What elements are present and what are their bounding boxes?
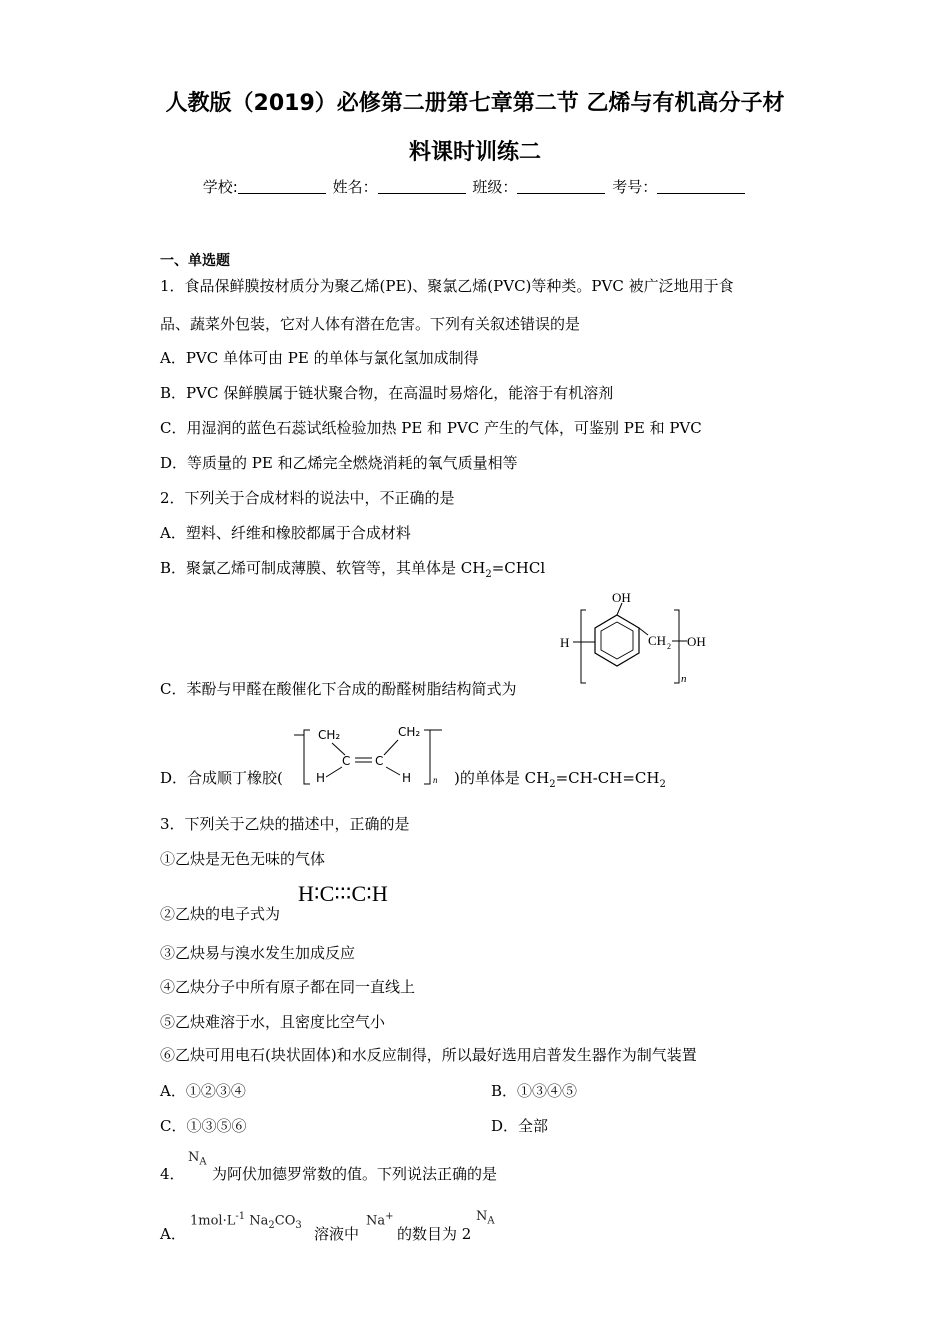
q2-option-c: C．苯酚与甲醛在酸催化下合成的酚醛树脂结构简式为	[160, 680, 517, 698]
school-blank[interactable]	[238, 179, 326, 194]
q4-option-a-na: $N_A$	[476, 1209, 495, 1227]
q2-stem: 2．下列关于合成材料的说法中，不正确的是	[160, 489, 455, 507]
q4-na-symbol: $N_A$	[188, 1150, 207, 1168]
acetylene-electron-formula: H∶C∶∶∶C∶H	[298, 881, 388, 906]
resin-h: H	[560, 635, 570, 650]
class-label: 班级：	[472, 178, 518, 196]
q3-option-c: C．①③⑤⑥	[160, 1117, 247, 1135]
q4-number: 4．	[160, 1165, 185, 1183]
q3-statement-3: ③乙炔易与溴水发生加成反应	[160, 944, 356, 962]
q2-option-d-monomer: )的单体是 $CH_2=CH-CH=CH_2$	[454, 769, 666, 790]
phenolic-resin-structure	[555, 585, 735, 690]
q3-statement-6: ⑥乙炔可用电石(块状固体)和水反应制得，所以最好选用启普发生器作为制气装置	[160, 1046, 697, 1064]
resin-oh-right: OH	[687, 634, 706, 649]
student-info-row	[0, 176, 950, 197]
q1-stem-line1: 1．食品保鲜膜按材质分为聚乙烯(PE)、聚氯乙烯(PVC)等种类。PVC 被广泛地用于食	[160, 277, 734, 295]
rubber-n: n	[433, 775, 438, 785]
q4-option-a-text2: 的数目为 2	[397, 1225, 472, 1243]
q3-option-a: A．①②③④	[160, 1082, 246, 1100]
class-blank[interactable]	[517, 179, 605, 194]
rubber-c1: C	[342, 754, 351, 768]
q4-option-a-ion: Na+	[366, 1211, 394, 1229]
q3-stem: 3．下列关于乙炔的描述中，正确的是	[160, 815, 410, 833]
q4-option-a-label: A．	[160, 1225, 186, 1243]
q3-option-d: D．全部	[491, 1117, 549, 1135]
rubber-ch2-right: CH₂	[398, 725, 421, 739]
document-title-line2: 料课时训练二	[408, 140, 541, 165]
q3-option-b: B．①③④⑤	[491, 1082, 578, 1100]
q1-option-a: A．PVC 单体可由 PE 的单体与氯化氢加成制得	[160, 349, 479, 367]
name-blank[interactable]	[378, 179, 466, 194]
q3-statement-5: ⑤乙炔难溶于水，且密度比空气小	[160, 1013, 386, 1031]
q2-option-b: B．聚氯乙烯可制成薄膜、软管等，其单体是 $CH_2=CHCl$	[160, 559, 546, 580]
q2-option-a: A．塑料、纤维和橡胶都属于合成材料	[160, 524, 411, 542]
q1-option-c: C．用湿润的蓝色石蕊试纸检验加热 PE 和 PVC 产生的气体，可鉴别 PE 和 PVC	[160, 419, 702, 437]
section-heading: 一、单选题	[160, 253, 230, 269]
q1-stem-line2: 品、蔬菜外包装，它对人体有潜在危害。下列有关叙述错误的是	[160, 315, 581, 333]
q3-statement-4: ④乙炔分子中所有原子都在同一直线上	[160, 978, 416, 996]
q1-option-b: B．PVC 保鲜膜属于链状聚合物，在高温时易熔化，能溶于有机溶剂	[160, 384, 614, 402]
exam-no-blank[interactable]	[657, 179, 745, 194]
rubber-h-right: H	[402, 771, 412, 785]
rubber-c2: C	[375, 754, 384, 768]
document-title-line1: 人教版（2019）必修第二册第七章第二节 乙烯与有机高分子材	[165, 91, 785, 116]
exam-no-label: 考号：	[612, 178, 658, 196]
rubber-ch2-left: CH₂	[318, 728, 341, 742]
rubber-h-left: H	[316, 771, 326, 785]
resin-oh-top: OH	[612, 590, 631, 605]
q4-stem: 为阿伏加德罗常数的值。下列说法正确的是	[212, 1165, 498, 1183]
resin-ch: CH	[648, 633, 667, 648]
q3-statement-1: ①乙炔是无色无味的气体	[160, 850, 326, 868]
q3-statement-2: ②乙炔的电子式为	[160, 905, 281, 923]
q1-option-d: D．等质量的 PE 和乙烯完全燃烧消耗的氧气质量相等	[160, 454, 518, 472]
q4-option-a-concentration: $1mol\cdot L^{-1}$ $Na_2CO_3$	[190, 1211, 302, 1231]
q4-option-a-text1: 溶液中	[314, 1225, 360, 1243]
q2-option-d-prefix: D．合成顺丁橡胶(	[160, 769, 283, 787]
school-label: 学校:	[202, 178, 238, 196]
name-label: 姓名：	[332, 178, 378, 196]
resin-ch-sub: 2	[667, 642, 671, 651]
cis-polybutadiene-structure	[290, 722, 455, 792]
resin-n: n	[681, 673, 687, 685]
